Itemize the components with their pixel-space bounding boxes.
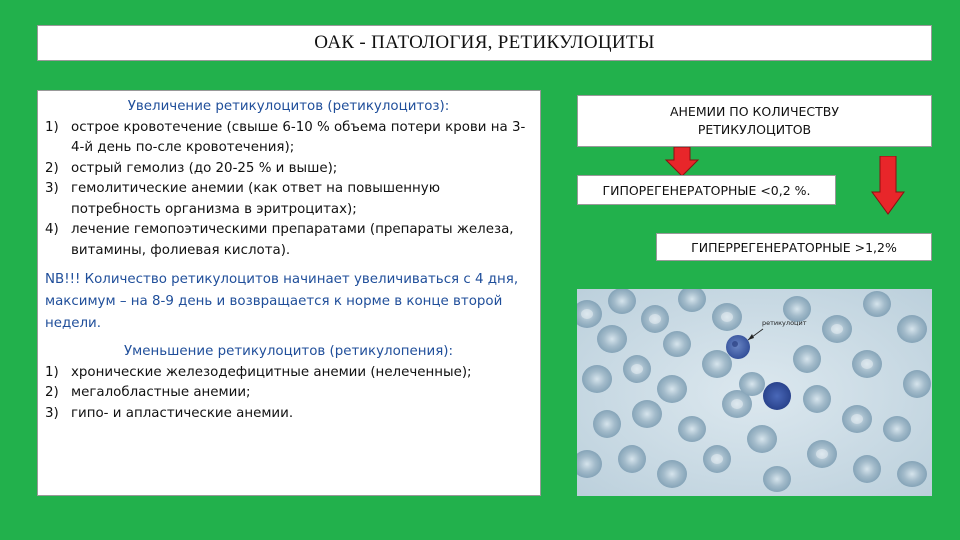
nb-note: NB!!! Количество ретикулоцитов начинает увеличиваться с 4 дня, максимум – на 8-9 день и возвращается к норме в конце второй недели. (45, 272, 519, 331)
list-item: 3) гипо- и апластические анемии. (45, 405, 294, 421)
hyporegenerative-box (577, 175, 836, 205)
list-item: 2) острый гемолиз (до 20-25 % и выше); (45, 160, 338, 176)
list-item: 2) мегалобластные анемии; (45, 385, 251, 400)
increase-list (45, 118, 532, 262)
decrease-heading: Уменьшение ретикулоцитов (ретикулопения): (123, 344, 454, 359)
lymphocyte-cell (763, 382, 791, 410)
anemia-classification-box (577, 95, 932, 147)
arrow-down-icon (870, 156, 906, 216)
list-item: 1) острое кровотечение (свыше 6-10 % объема потери крови на 3-4-й день по-сле кровотечения); (45, 119, 526, 155)
hyperregenerative-box (656, 233, 932, 261)
anemia-classification-heading: АНЕМИИ ПО КОЛИЧЕСТВУ РЕТИКУЛОЦИТОВ (669, 104, 839, 137)
increase-heading: Увеличение ретикулоцитов (ретикулоцитоз): (127, 99, 450, 114)
slide-title: ОАК - ПАТОЛОГИЯ, РЕТИКУЛОЦИТЫ (37, 25, 932, 61)
hyperregenerative-label: ГИПЕРРЕГЕНЕРАТОРНЫЕ >1,2% (691, 239, 897, 255)
list-item: 3) гемолитические анемии (как ответ на повышенную потребность организма в эритроцитах); (45, 181, 440, 217)
list-item: 1) хронические железодефицитные анемии (нелеченные); (45, 364, 472, 380)
list-item: 4) лечение гемопоэтическими препаратами (препараты железа, витамины, фолиевая кислота). (45, 222, 514, 258)
hyporegenerative-label: ГИПОРЕГЕНЕРАТОРНЫЕ <0,2 %. (602, 182, 811, 198)
reticulocyte-text-panel (37, 90, 541, 496)
decrease-list (45, 363, 532, 425)
blood-smear-micrograph (577, 289, 932, 496)
reticulocyte-label: ретикулоцит (762, 319, 807, 327)
reticulocyte-cell (726, 335, 750, 359)
arrow-down-icon (664, 147, 700, 177)
